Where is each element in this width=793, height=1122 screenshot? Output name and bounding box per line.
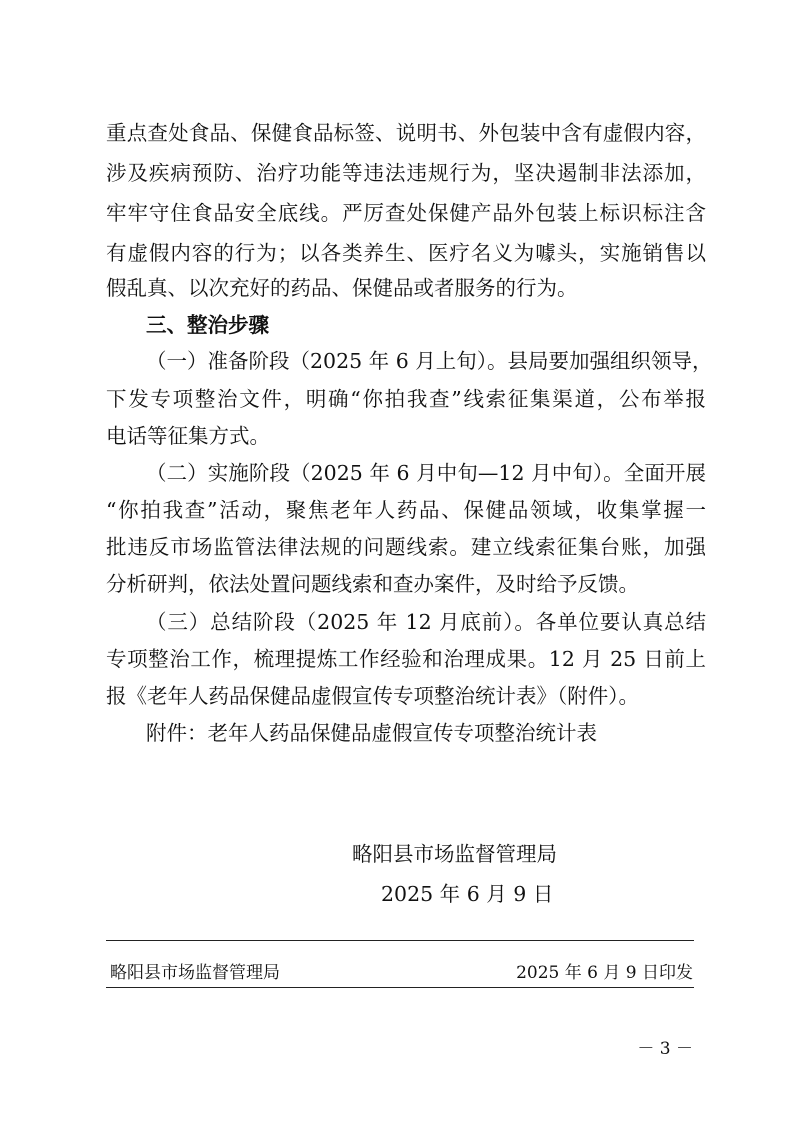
page-number: － 3 － <box>637 1039 693 1059</box>
body-line: 下发专项整治文件，明确“你拍我查”线索征集渠道，公布举报 <box>106 387 706 411</box>
body-line: 牢牢守住食品安全底线。严厉查处保健产品外包装上标识标注含 <box>106 201 706 225</box>
footer-issuer: 略阳县市场监督管理局 <box>110 963 280 983</box>
footer-rule <box>106 940 694 941</box>
body-line: 假乱真、以次充好的药品、保健品或者服务的行为。 <box>106 276 578 300</box>
body-line: 报《老年人药品保健品虚假宣传专项整治统计表》（附件）。 <box>106 684 639 708</box>
signature-org: 略阳县市场监督管理局 <box>352 842 557 866</box>
body-line: 分析研判，依法处置问题线索和查办案件，及时给予反馈。 <box>106 572 639 596</box>
body-line: （一）准备阶段（2025 年 6 月上旬）。县局要加强组织领导， <box>146 349 713 373</box>
body-line: 专项整治工作，梳理提炼工作经验和治理成果。12 月 25 日前上 <box>106 647 706 671</box>
attachment-line: 附件：老年人药品保健品虚假宣传专项整治统计表 <box>146 721 597 745</box>
body-line: 涉及疾病预防、治疗功能等违法违规行为，坚决遏制非法添加， <box>106 161 706 185</box>
body-line: （二）实施阶段（2025 年 6 月中旬—12 月中旬）。全面开展 <box>146 461 706 485</box>
footer-rule-bottom <box>106 987 694 988</box>
footer-print-date: 2025 年 6 月 9 日印发 <box>516 963 693 983</box>
body-line: 有虚假内容的行为；以各类养生、医疗名义为噱头，实施销售以 <box>106 241 706 265</box>
body-line: （三）总结阶段（2025 年 12 月底前）。各单位要认真总结 <box>146 610 706 634</box>
body-line: 电话等征集方式。 <box>106 424 270 448</box>
signature-date: 2025 年 6 月 9 日 <box>381 882 554 906</box>
section-heading: 三、整治步骤 <box>146 313 269 337</box>
body-line: “你拍我查”活动，聚焦老年人药品、保健品领域，收集掌握一 <box>106 498 706 522</box>
body-line: 批违反市场监管法律法规的问题线索。建立线索征集台账，加强 <box>106 535 706 559</box>
body-line: 重点查处食品、保健食品标签、说明书、外包装中含有虚假内容， <box>106 121 706 145</box>
